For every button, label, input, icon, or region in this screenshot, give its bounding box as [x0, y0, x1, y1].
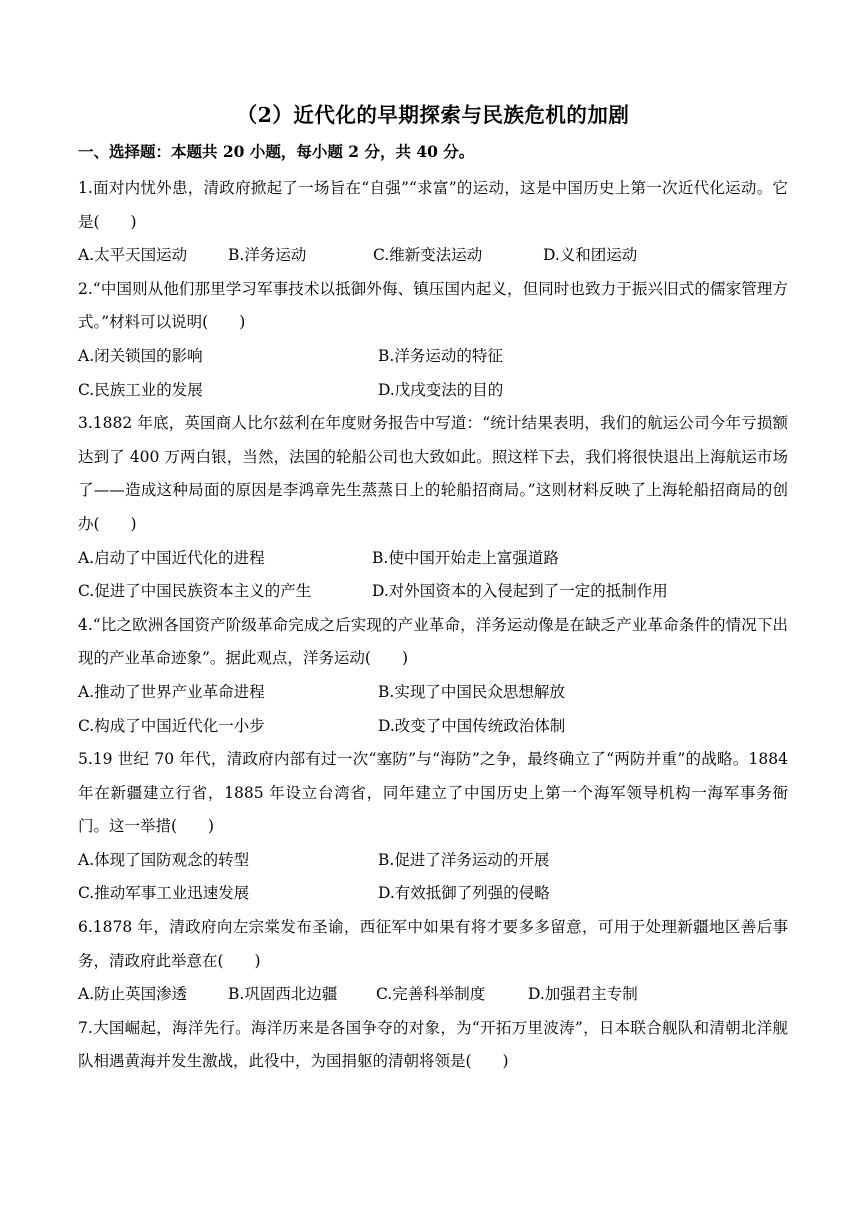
- option-d: D.有效抵御了列强的侵略: [378, 884, 550, 903]
- question-2-options-row-2: [78, 374, 788, 408]
- option-b: B.促进了洋务运动的开展: [378, 850, 550, 869]
- question-3-options-row-1: [78, 542, 788, 576]
- section-heading: 一、选择题：本题共 20 小题，每小题 2 分，共 40 分。: [78, 142, 475, 161]
- question-2-stem: 2.“中国则从他们那里学习军事技术以抵御外侮、镇压国内起义，但同时也致力于振兴旧式的儒家管理方式。”材料可以说明( ): [78, 279, 788, 332]
- option-b: B.实现了中国民众思想解放: [378, 682, 565, 701]
- option-c: C.推动军事工业迅速发展: [78, 884, 250, 903]
- option-d: D.对外国资本的入侵起到了一定的抵制作用: [372, 582, 668, 601]
- option-c: C.构成了中国近代化一小步: [78, 716, 265, 735]
- question-6-options: [78, 978, 788, 1012]
- option-b: B.巩固西北边疆: [228, 985, 338, 1004]
- question-5-stem: 5.19 世纪 70 年代，清政府内部有过一次“塞防”与“海防”之争，最终确立了“两防并重”的战略。1884 年在新疆建立行省，1885 年设立台湾省，同年建立了中国历史上第一个海军领导机构一海军事务衙门。这一举措( ): [78, 750, 788, 836]
- question-2-options-row-1: [78, 340, 788, 374]
- question-4-options-row-2: [78, 710, 788, 744]
- question-1-options: [78, 239, 788, 273]
- option-c: C.民族工业的发展: [78, 380, 203, 399]
- option-a: A.防止英国渗透: [78, 985, 188, 1004]
- option-c: C.维新变法运动: [373, 246, 483, 265]
- option-b: B.洋务运动的特征: [378, 346, 503, 365]
- option-a: A.太平天国运动: [78, 246, 188, 265]
- option-d: D.改变了中国传统政治体制: [378, 716, 566, 735]
- option-a: A.推动了世界产业革命进程: [78, 682, 265, 701]
- option-a: A.闭关锁国的影响: [78, 346, 203, 365]
- option-d: D.加强君主专制: [528, 985, 638, 1004]
- question-4-options-row-1: [78, 676, 788, 710]
- question-1-stem: 1.面对内忧外患，清政府掀起了一场旨在“自强”“求富”的运动，这是中国历史上第一次近代化运动。它是( ): [78, 179, 788, 231]
- option-c: C.促进了中国民族资本主义的产生: [78, 582, 312, 601]
- question-4-stem: 4.“比之欧洲各国资产阶级革命完成之后实现的产业革命，洋务运动像是在缺乏产业革命条件的情况下出现的产业革命迹象”。据此观点，洋务运动( ): [78, 615, 788, 668]
- question-5-options-row-1: [78, 844, 788, 878]
- option-a: A.启动了中国近代化的进程: [78, 548, 265, 567]
- option-b: B.使中国开始走上富强道路: [372, 548, 559, 567]
- option-b: B.洋务运动: [228, 246, 307, 265]
- question-7-stem: 7.大国崛起，海洋先行。海洋历来是各国争夺的对象，为“开拓万里波涛”，日本联合舰队和清朝北洋舰队相遇黄海并发生激战，此役中，为国捐躯的清朝将领是( ): [78, 1018, 788, 1071]
- document-page: [78, 98, 788, 1079]
- option-a: A.体现了国防观念的转型: [78, 850, 250, 869]
- page-title: （2）近代化的早期探索与民族危机的加剧: [236, 103, 630, 127]
- option-c: C.完善科举制度: [376, 985, 486, 1004]
- question-6-stem: 6.1878 年，清政府向左宗棠发布圣谕，西征军中如果有将才要多多留意，可用于处理新疆地区善后事务，清政府此举意在( ): [78, 918, 788, 970]
- question-3-options-row-2: [78, 575, 788, 609]
- question-3-stem: 3.1882 年底，英国商人比尔兹利在年度财务报告中写道：“统计结果表明，我们的航运公司今年亏损额达到了 400 万两白银，当然，法国的轮船公司也大致如此。照这样下去，我们将很快退出上海航运市场了——造成这种局面的原因是李鸿章先生蒸蒸日上的轮船招商局。”这则材料反映了上海轮船招商局的创办( ): [78, 414, 788, 533]
- option-d: D.义和团运动: [543, 246, 638, 265]
- option-d: D.戊戌变法的目的: [378, 380, 504, 399]
- question-5-options-row-2: [78, 877, 788, 911]
